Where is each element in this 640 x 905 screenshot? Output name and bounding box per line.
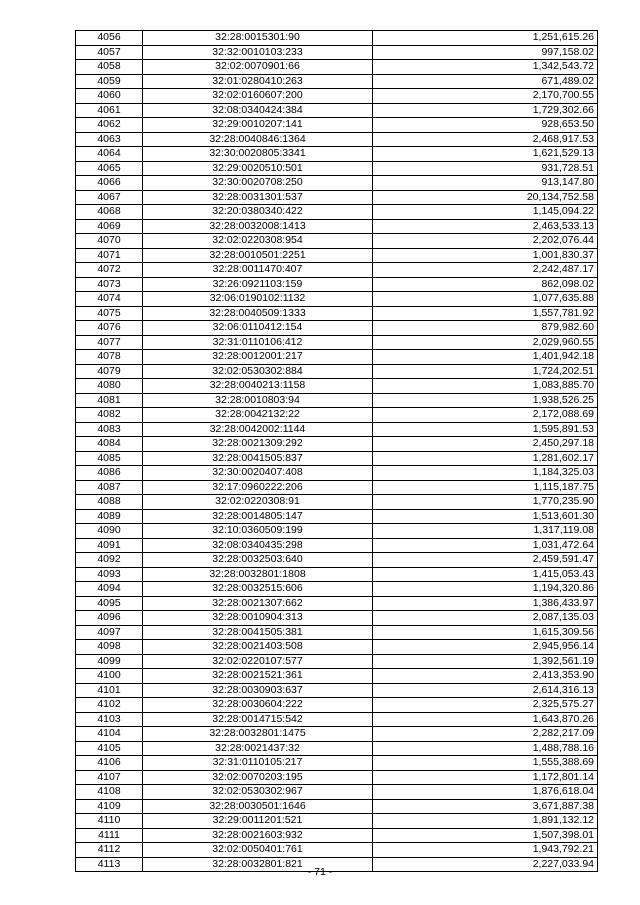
row-number-cell: 4078 — [76, 350, 143, 365]
cadastral-number-cell: 32:02:0220107:577 — [143, 654, 373, 669]
row-number-cell: 4108 — [76, 785, 143, 800]
cadastral-number-cell: 32:02:0160607:200 — [143, 89, 373, 104]
table-row — [76, 248, 598, 263]
row-number-cell: 4064 — [76, 147, 143, 162]
table-row — [76, 683, 598, 698]
table-row — [76, 814, 598, 829]
row-number-cell: 4079 — [76, 364, 143, 379]
cadastral-number-cell: 32:28:0042132:22 — [143, 408, 373, 423]
cadastral-value-cell: 1,342,543.72 — [373, 60, 598, 75]
row-number-cell: 4077 — [76, 335, 143, 350]
cadastral-value-cell: 1,555,388.69 — [373, 756, 598, 771]
row-number-cell: 4086 — [76, 466, 143, 481]
row-number-cell: 4088 — [76, 495, 143, 510]
table-row — [76, 263, 598, 278]
row-number-cell: 4066 — [76, 176, 143, 191]
cadastral-value-cell: 931,728.51 — [373, 161, 598, 176]
cadastral-value-cell: 928,653.50 — [373, 118, 598, 133]
cadastral-value-cell: 1,557,781.92 — [373, 306, 598, 321]
cadastral-number-cell: 32:28:0032503:640 — [143, 553, 373, 568]
cadastral-number-cell: 32:28:0021521:361 — [143, 669, 373, 684]
cadastral-value-cell: 1,083,885.70 — [373, 379, 598, 394]
row-number-cell: 4056 — [76, 31, 143, 46]
table-row — [76, 509, 598, 524]
row-number-cell: 4103 — [76, 712, 143, 727]
cadastral-number-cell: 32:28:0042002:1144 — [143, 422, 373, 437]
table-row — [76, 147, 598, 162]
cadastral-number-cell: 32:28:0021307:662 — [143, 596, 373, 611]
cadastral-value-cell: 2,450,297.18 — [373, 437, 598, 452]
cadastral-number-cell: 32:28:0032515:606 — [143, 582, 373, 597]
cadastral-number-cell: 32:28:0041505:837 — [143, 451, 373, 466]
row-number-cell: 4110 — [76, 814, 143, 829]
cadastral-number-cell: 32:28:0021403:508 — [143, 640, 373, 655]
cadastral-value-cell: 2,170,700.55 — [373, 89, 598, 104]
cadastral-number-cell: 32:06:0110412:154 — [143, 321, 373, 336]
row-number-cell: 4059 — [76, 74, 143, 89]
cadastral-number-cell: 32:29:0010207:141 — [143, 118, 373, 133]
row-number-cell: 4102 — [76, 698, 143, 713]
row-number-cell: 4058 — [76, 60, 143, 75]
cadastral-value-cell: 2,945,956.14 — [373, 640, 598, 655]
cadastral-value-cell: 2,029,960.55 — [373, 335, 598, 350]
row-number-cell: 4104 — [76, 727, 143, 742]
table-row — [76, 770, 598, 785]
cadastral-value-cell: 1,643,870.26 — [373, 712, 598, 727]
page-number: - 71 - — [307, 866, 333, 878]
table-row — [76, 132, 598, 147]
table-row — [76, 480, 598, 495]
cadastral-value-cell: 1,386,433.97 — [373, 596, 598, 611]
row-number-cell: 4100 — [76, 669, 143, 684]
table-row — [76, 161, 598, 176]
row-number-cell: 4081 — [76, 393, 143, 408]
cadastral-value-cell: 1,001,830.37 — [373, 248, 598, 263]
cadastral-value-cell: 2,227,033.94 — [373, 857, 598, 872]
cadastral-number-cell: 32:29:0020510:501 — [143, 161, 373, 176]
table-row — [76, 437, 598, 452]
table-row — [76, 828, 598, 843]
cadastral-value-cell: 2,087,135.03 — [373, 611, 598, 626]
row-number-cell: 4113 — [76, 857, 143, 872]
cadastral-number-cell: 32:28:0040509:1333 — [143, 306, 373, 321]
row-number-cell: 4107 — [76, 770, 143, 785]
cadastral-number-cell: 32:20:0380340:422 — [143, 205, 373, 220]
cadastral-number-cell: 32:26:0921103:159 — [143, 277, 373, 292]
table-row — [76, 350, 598, 365]
cadastral-number-cell: 32:02:0220308:954 — [143, 234, 373, 249]
cadastral-value-cell: 1,415,053.43 — [373, 567, 598, 582]
cadastral-number-cell: 32:02:0070901:66 — [143, 60, 373, 75]
cadastral-value-cell: 2,242,487.17 — [373, 263, 598, 278]
cadastral-number-cell: 32:28:0032801:1808 — [143, 567, 373, 582]
cadastral-number-cell: 32:28:0014715:542 — [143, 712, 373, 727]
cadastral-number-cell: 32:28:0010904:313 — [143, 611, 373, 626]
cadastral-value-cell: 2,614,316.13 — [373, 683, 598, 698]
row-number-cell: 4096 — [76, 611, 143, 626]
cadastral-value-cell: 1,876,618.04 — [373, 785, 598, 800]
row-number-cell: 4091 — [76, 538, 143, 553]
table-row — [76, 785, 598, 800]
cadastral-number-cell: 32:28:0030501:1646 — [143, 799, 373, 814]
table-row — [76, 756, 598, 771]
row-number-cell: 4060 — [76, 89, 143, 104]
table-row — [76, 625, 598, 640]
cadastral-value-cell: 1,317,119.08 — [373, 524, 598, 539]
table-row — [76, 190, 598, 205]
row-number-cell: 4084 — [76, 437, 143, 452]
cadastral-number-cell: 32:30:0020407:408 — [143, 466, 373, 481]
table-row — [76, 582, 598, 597]
cadastral-value-cell: 1,115,187.75 — [373, 480, 598, 495]
table-row — [76, 277, 598, 292]
cadastral-number-cell: 32:28:0012001:217 — [143, 350, 373, 365]
cadastral-number-cell: 32:28:0032801:821 — [143, 857, 373, 872]
row-number-cell: 4068 — [76, 205, 143, 220]
cadastral-value-cell: 3,671,887.38 — [373, 799, 598, 814]
cadastral-value-cell: 1,770,235.90 — [373, 495, 598, 510]
cadastral-number-cell: 32:28:0040846:1364 — [143, 132, 373, 147]
table-row — [76, 176, 598, 191]
row-number-cell: 4075 — [76, 306, 143, 321]
table-row — [76, 364, 598, 379]
row-number-cell: 4069 — [76, 219, 143, 234]
cadastral-value-cell: 1,281,602.17 — [373, 451, 598, 466]
cadastral-value-cell: 2,172,088.69 — [373, 408, 598, 423]
cadastral-number-cell: 32:28:0010501:2251 — [143, 248, 373, 263]
cadastral-value-cell: 2,202,076.44 — [373, 234, 598, 249]
row-number-cell: 4063 — [76, 132, 143, 147]
cadastral-value-cell: 1,401,942.18 — [373, 350, 598, 365]
row-number-cell: 4071 — [76, 248, 143, 263]
cadastral-value-cell: 2,463,533.13 — [373, 219, 598, 234]
cadastral-number-cell: 32:28:0010803:94 — [143, 393, 373, 408]
cadastral-value-cell: 1,615,309.56 — [373, 625, 598, 640]
cadastral-value-cell: 1,595,891.53 — [373, 422, 598, 437]
cadastral-value-cell: 1,621,529.13 — [373, 147, 598, 162]
cadastral-number-cell: 32:01:0280410:263 — [143, 74, 373, 89]
table-row — [76, 741, 598, 756]
table-row — [76, 60, 598, 75]
cadastral-number-cell: 32:28:0031301:537 — [143, 190, 373, 205]
cadastral-value-cell: 913,147.80 — [373, 176, 598, 191]
table-row — [76, 712, 598, 727]
cadastral-value-cell: 671,489.02 — [373, 74, 598, 89]
cadastral-value-cell: 1,184,325.03 — [373, 466, 598, 481]
cadastral-value-cell: 2,413,353.90 — [373, 669, 598, 684]
cadastral-value-cell: 1,031,472.64 — [373, 538, 598, 553]
table-row — [76, 727, 598, 742]
cadastral-number-cell: 32:28:0014805:147 — [143, 509, 373, 524]
row-number-cell: 4062 — [76, 118, 143, 133]
table-row — [76, 89, 598, 104]
row-number-cell: 4074 — [76, 292, 143, 307]
cadastral-value-cell: 2,459,591.47 — [373, 553, 598, 568]
row-number-cell: 4076 — [76, 321, 143, 336]
row-number-cell: 4083 — [76, 422, 143, 437]
row-number-cell: 4067 — [76, 190, 143, 205]
cadastral-number-cell: 32:02:0530302:884 — [143, 364, 373, 379]
cadastral-number-cell: 32:28:0041505:381 — [143, 625, 373, 640]
cadastral-number-cell: 32:06:0190102:1132 — [143, 292, 373, 307]
table-row — [76, 495, 598, 510]
cadastral-number-cell: 32:30:0020805:3341 — [143, 147, 373, 162]
row-number-cell: 4082 — [76, 408, 143, 423]
cadastral-value-cell: 1,194,320.86 — [373, 582, 598, 597]
cadastral-number-cell: 32:30:0020708:250 — [143, 176, 373, 191]
table-row — [76, 393, 598, 408]
table-row — [76, 422, 598, 437]
table-row — [76, 538, 598, 553]
table-row — [76, 74, 598, 89]
cadastral-value-cell: 20,134,752.58 — [373, 190, 598, 205]
row-number-cell: 4057 — [76, 45, 143, 60]
row-number-cell: 4093 — [76, 567, 143, 582]
cadastral-number-cell: 32:08:0340424:384 — [143, 103, 373, 118]
cadastral-number-cell: 32:29:0011201:521 — [143, 814, 373, 829]
row-number-cell: 4070 — [76, 234, 143, 249]
table-row — [76, 596, 598, 611]
cadastral-value-table — [75, 30, 598, 872]
cadastral-number-cell: 32:17:0960222:206 — [143, 480, 373, 495]
cadastral-value-cell: 2,282,217.09 — [373, 727, 598, 742]
cadastral-number-cell: 32:10:0360509:199 — [143, 524, 373, 539]
cadastral-value-cell: 2,325,575.27 — [373, 698, 598, 713]
row-number-cell: 4106 — [76, 756, 143, 771]
table-row — [76, 669, 598, 684]
table-row — [76, 654, 598, 669]
cadastral-value-cell: 2,468,917.53 — [373, 132, 598, 147]
table-row — [76, 45, 598, 60]
table-row — [76, 408, 598, 423]
cadastral-number-cell: 32:31:0110105:217 — [143, 756, 373, 771]
row-number-cell: 4073 — [76, 277, 143, 292]
row-number-cell: 4087 — [76, 480, 143, 495]
cadastral-value-cell: 1,513,601.30 — [373, 509, 598, 524]
table-row — [76, 379, 598, 394]
table-row — [76, 292, 598, 307]
table-row — [76, 567, 598, 582]
cadastral-number-cell: 32:28:0015301:90 — [143, 31, 373, 46]
cadastral-value-cell: 862,098.02 — [373, 277, 598, 292]
cadastral-value-cell: 1,938,526.25 — [373, 393, 598, 408]
cadastral-value-cell: 997,158.02 — [373, 45, 598, 60]
cadastral-value-cell: 1,891,132.12 — [373, 814, 598, 829]
table-row — [76, 843, 598, 858]
cadastral-value-cell: 1,077,635.88 — [373, 292, 598, 307]
cadastral-value-cell: 1,729,302.66 — [373, 103, 598, 118]
row-number-cell: 4094 — [76, 582, 143, 597]
cadastral-value-cell: 1,172,801.14 — [373, 770, 598, 785]
table-row — [76, 640, 598, 655]
table-body — [76, 31, 598, 872]
table-row — [76, 219, 598, 234]
table-row — [76, 524, 598, 539]
table-row — [76, 611, 598, 626]
table-row — [76, 451, 598, 466]
row-number-cell: 4095 — [76, 596, 143, 611]
row-number-cell: 4111 — [76, 828, 143, 843]
cadastral-number-cell: 32:02:0050401:761 — [143, 843, 373, 858]
table-row — [76, 321, 598, 336]
table-row — [76, 205, 598, 220]
cadastral-value-cell: 1,507,398.01 — [373, 828, 598, 843]
row-number-cell: 4080 — [76, 379, 143, 394]
row-number-cell: 4072 — [76, 263, 143, 278]
row-number-cell: 4065 — [76, 161, 143, 176]
cadastral-value-cell: 1,488,788.16 — [373, 741, 598, 756]
table-row — [76, 234, 598, 249]
cadastral-number-cell: 32:28:0021309:292 — [143, 437, 373, 452]
cadastral-number-cell: 32:31:0110106:412 — [143, 335, 373, 350]
cadastral-number-cell: 32:28:0021437:32 — [143, 741, 373, 756]
cadastral-value-cell: 1,251,615.26 — [373, 31, 598, 46]
cadastral-number-cell: 32:02:0530302:967 — [143, 785, 373, 800]
table-row — [76, 698, 598, 713]
table-row — [76, 103, 598, 118]
row-number-cell: 4092 — [76, 553, 143, 568]
cadastral-number-cell: 32:28:0032801:1475 — [143, 727, 373, 742]
table-row — [76, 553, 598, 568]
row-number-cell: 4098 — [76, 640, 143, 655]
cadastral-value-cell: 1,145,094.22 — [373, 205, 598, 220]
table-row — [76, 466, 598, 481]
cadastral-value-cell: 879,982.60 — [373, 321, 598, 336]
row-number-cell: 4089 — [76, 509, 143, 524]
cadastral-number-cell: 32:28:0021603:932 — [143, 828, 373, 843]
row-number-cell: 4061 — [76, 103, 143, 118]
cadastral-value-cell: 1,943,792.21 — [373, 843, 598, 858]
row-number-cell: 4090 — [76, 524, 143, 539]
cadastral-number-cell: 32:32:0010103:233 — [143, 45, 373, 60]
table-row — [76, 335, 598, 350]
cadastral-value-cell: 1,724,202.51 — [373, 364, 598, 379]
cadastral-number-cell: 32:02:0220308:91 — [143, 495, 373, 510]
row-number-cell: 4109 — [76, 799, 143, 814]
cadastral-number-cell: 32:28:0030604:222 — [143, 698, 373, 713]
cadastral-value-cell: 1,392,561.19 — [373, 654, 598, 669]
row-number-cell: 4101 — [76, 683, 143, 698]
cadastral-number-cell: 32:28:0011470:407 — [143, 263, 373, 278]
row-number-cell: 4097 — [76, 625, 143, 640]
table-row — [76, 118, 598, 133]
row-number-cell: 4085 — [76, 451, 143, 466]
cadastral-number-cell: 32:02:0070203:195 — [143, 770, 373, 785]
cadastral-number-cell: 32:28:0040213:1158 — [143, 379, 373, 394]
row-number-cell: 4099 — [76, 654, 143, 669]
row-number-cell: 4112 — [76, 843, 143, 858]
table-row — [76, 306, 598, 321]
table-row — [76, 31, 598, 46]
row-number-cell: 4105 — [76, 741, 143, 756]
table-row — [76, 799, 598, 814]
cadastral-number-cell: 32:28:0032008:1413 — [143, 219, 373, 234]
cadastral-number-cell: 32:08:0340435:298 — [143, 538, 373, 553]
cadastral-number-cell: 32:28:0030903:637 — [143, 683, 373, 698]
